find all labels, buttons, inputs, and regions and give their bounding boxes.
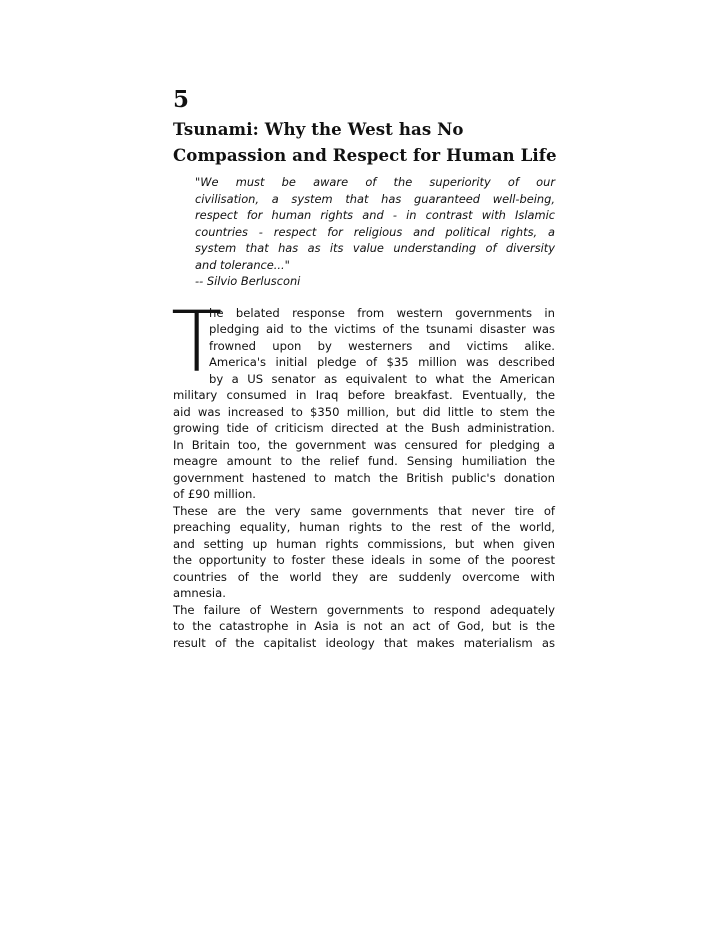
epigraph-line: respect for human rights and - in contrast with Islamic	[195, 208, 555, 222]
epigraph-attribution: -- Silvio Berlusconi	[195, 274, 301, 288]
body-line: frowned upon by westerners and victims alike.	[209, 338, 555, 353]
chapter-title-line-1: Tsunami: Why the West has No	[173, 119, 464, 139]
body-line: military consumed in Iraq before breakfast. Eventually, the	[173, 388, 555, 402]
body-line: to the catastrophe in Asia is not an act of God, but is the	[173, 619, 555, 633]
chapter-title-line-2: Compassion and Respect for Human Life	[173, 145, 557, 165]
epigraph-line: countries - respect for religious and political rights, a	[195, 224, 555, 239]
body-line: of £90 million.	[173, 487, 256, 501]
body-line: result of the capitalist ideology that makes materialism as	[173, 635, 555, 650]
body-paragraphs	[171, 292, 555, 652]
body-line: The failure of Western governments to respond adequately	[173, 602, 555, 617]
body-line: government hastened to match the British public's donation	[173, 470, 555, 485]
body-line: by a US senator as equivalent to what the American	[209, 371, 555, 386]
chapter-title	[173, 116, 555, 168]
body-line: he belated response from western governments in	[209, 305, 555, 320]
body-line: pledging aid to the victims of the tsunami disaster was	[209, 322, 555, 336]
body-line: growing tide of criticism directed at the Bush administration.	[173, 421, 555, 435]
body-line: These are the very same governments that never tire of	[173, 503, 555, 518]
body-line: countries of the world they are suddenly overcome with	[173, 569, 555, 584]
body-line: amnesia.	[173, 586, 226, 600]
document-page	[173, 86, 555, 651]
epigraph-line: and tolerance..."	[195, 257, 290, 272]
epigraph-line: "We must be aware of the superiority of our	[195, 175, 555, 189]
body-line: America's initial pledge of $35 million was described	[209, 355, 555, 369]
body-line: the opportunity to foster these ideals in some of the poorest	[173, 553, 555, 567]
drop-cap-letter: T	[171, 292, 223, 391]
body-line: preaching equality, human rights to the rest of the world,	[173, 520, 555, 534]
body-line: aid was increased to $350 million, but did little to stem the	[173, 404, 555, 419]
epigraph-line: system that has as its value understanding of diversity	[195, 241, 555, 255]
body-line: meagre amount to the relief fund. Sensing humiliation the	[173, 454, 555, 468]
epigraph-line: civilisation, a system that has guaranteed well-being,	[195, 191, 555, 206]
epigraph-quote	[195, 174, 555, 290]
chapter-number: 5	[173, 86, 190, 113]
body-line: and setting up human rights commissions, but when given	[173, 536, 555, 551]
body-line: In Britain too, the government was censured for pledging a	[173, 437, 555, 452]
